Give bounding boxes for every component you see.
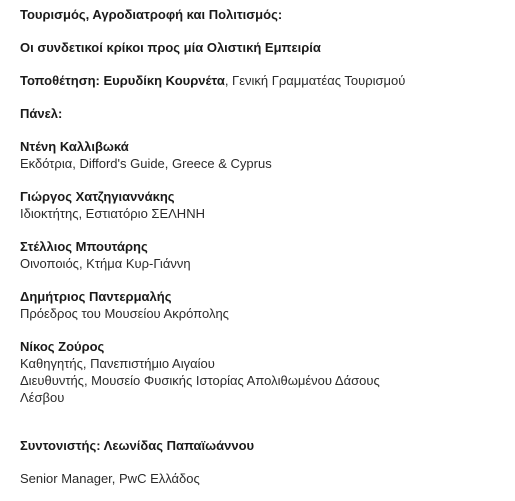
panelist-role: Πρόεδρος του Μουσείου Ακρόπολης	[20, 306, 229, 321]
positioning-label: Τοποθέτηση: Ευρυδίκη Κουρνέτα	[20, 73, 225, 88]
session-title: Τουρισμός, Αγροδιατροφή και Πολιτισμός:	[20, 7, 283, 22]
panel-label: Πάνελ:	[20, 106, 63, 121]
session-subtitle: Οι συνδετικοί κρίκοι προς μία Ολιστική Εμπειρία	[20, 40, 321, 55]
panelist-name: Δημήτριος Παντερμαλής	[20, 289, 172, 304]
panelist	[20, 288, 510, 322]
panelist-role: Οινοποιός, Κτήμα Κυρ-Γιάννη	[20, 256, 191, 271]
moderator-label: Συντονιστής: Λεωνίδας Παπαϊωάννου	[20, 438, 255, 453]
panelist-role: Εκδότρια, Difford's Guide, Greece & Cyprus	[20, 156, 272, 171]
panelist	[20, 188, 510, 222]
panelist	[20, 338, 510, 406]
panelist	[20, 138, 510, 172]
panelist-name: Νίκος Ζούρος	[20, 339, 105, 354]
panelist-role: Λέσβου	[20, 390, 65, 405]
panelist-role: Καθηγητής, Πανεπιστήμιο Αιγαίου	[20, 356, 215, 371]
positioning-line	[20, 72, 510, 89]
panelist	[20, 238, 510, 272]
panelist-name: Γιώργος Χατζηγιαννάκης	[20, 189, 175, 204]
panelist-role: Διευθυντής, Μουσείο Φυσικής Ιστορίας Απολιθωμένου Δάσους	[20, 373, 380, 388]
panelist-name: Στέλλιος Μπουτάρης	[20, 239, 148, 254]
panelist-name: Ντένη Καλλιβωκά	[20, 139, 129, 154]
moderator-role: Senior Manager, PwC Ελλάδος	[20, 471, 200, 486]
positioning-detail: , Γενική Γραμματέας Τουρισμού	[224, 73, 406, 88]
agenda-document	[20, 6, 510, 487]
panelist-role: Ιδιοκτήτης, Εστιατόριο ΣΕΛΗΝΗ	[20, 206, 205, 221]
